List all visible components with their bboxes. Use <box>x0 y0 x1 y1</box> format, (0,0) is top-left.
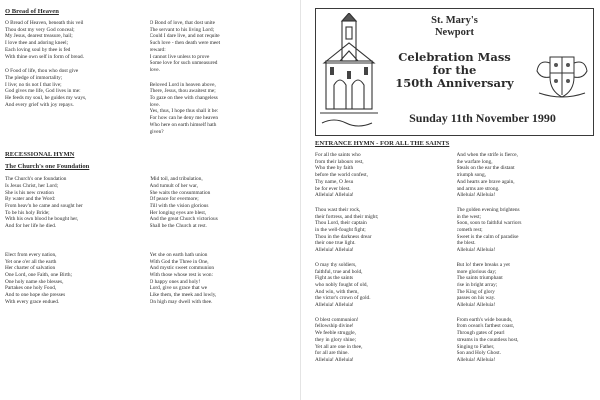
verse-line: And hearts are brave again, <box>456 178 515 185</box>
verse-line: the warfare long, <box>456 158 493 165</box>
verse-line: rise in bright array; <box>456 281 498 288</box>
verse-line: O Bond of love, that dost unite <box>149 20 215 26</box>
verse-line: Of peace for evermore; <box>149 196 199 203</box>
verse-line: O blest communion! <box>315 316 359 323</box>
verse-line: And every grief with joy repays. <box>5 101 74 108</box>
verse-line: With thine own self in form of bread. <box>5 53 84 60</box>
verse-line: For how can he deny me heaven <box>149 115 219 122</box>
verse-line: My Jesus, dearest treasure, hail; <box>5 33 73 40</box>
verse-line: And to one hope she presses <box>5 292 66 299</box>
verse-line: And when the strife is fierce, <box>456 152 518 158</box>
verse-line: before the world confest, <box>315 172 368 179</box>
verse-line: Thou Lord, their captain <box>315 220 367 227</box>
verse-line: The Church's one foundation <box>5 176 67 183</box>
verse-line: To gaze on thee with changeless <box>149 95 218 102</box>
verse-line: The saints triumphant <box>456 275 503 282</box>
verse-line: And tumult of her war, <box>149 182 198 189</box>
verse <box>457 262 595 309</box>
verse <box>315 317 453 364</box>
verse-line: reward: <box>149 46 166 53</box>
verse-line: in the west; <box>456 213 481 220</box>
verse-line: The pledge of immortality; <box>5 74 63 81</box>
verse-line: streams in the countless host, <box>456 336 519 343</box>
verse-line: The King of glory <box>456 288 495 295</box>
verse-line: faithful, true and bold, <box>315 268 363 275</box>
verse-line: With his own blood he bought her, <box>5 216 79 223</box>
verse-line: Alleluia! Alleluia! <box>456 192 496 199</box>
verse-line: from ocean's farthest coast, <box>456 323 515 330</box>
verse-line: And the great Church victorious <box>149 216 218 223</box>
verse-line: Is Jesus Christ, her Lord; <box>5 182 59 189</box>
verse-line: Who here on earth himself hath <box>149 121 217 128</box>
parish-name: St. Mary's <box>431 15 478 26</box>
verse-line: triumph song, <box>456 172 486 179</box>
hymn-title-bread-of-heaven: O Bread of Heaven <box>5 8 59 15</box>
verse-line: And mystic sweet communion <box>149 265 215 272</box>
verse-line: I cannot live unless to prove <box>149 53 210 60</box>
verse-line: O Bread of Heaven, beneath this veil <box>5 20 84 26</box>
hymn-column-1 <box>5 176 146 313</box>
verse <box>457 207 595 254</box>
verse <box>5 68 146 108</box>
hymn-title-churchs-one-foundation: The Church's one Foundation <box>5 163 90 171</box>
verse-line: Partakes one holy Food, <box>5 285 57 292</box>
hymn-column-1 <box>5 20 146 143</box>
verse-line: Singing to Father, <box>456 343 495 350</box>
verse-line: Thou wast their rock, <box>315 206 361 213</box>
verse-line: in the well-fought fight; <box>315 227 366 234</box>
verse-line: With every grace endued. <box>5 298 60 305</box>
verse-line: their fortress, and their might; <box>315 213 379 220</box>
verse <box>457 317 595 364</box>
verse-line: given? <box>149 128 164 135</box>
verse-line: Alleluia! Alleluia! <box>315 247 354 254</box>
verse-line: Each loving soul by thee is fed <box>5 46 71 53</box>
hymn-for-all-the-saints <box>315 152 594 372</box>
verse-line: O happy ones and holy! <box>149 278 201 285</box>
verse-line: Alleluia! Alleluia! <box>456 356 496 363</box>
mass-title-for-the: for the <box>432 63 477 77</box>
verse-line: Fight as the saints <box>315 275 354 282</box>
verse-line: Alleluia! Alleluia! <box>315 356 354 363</box>
verse-line: Such love - then death were meet <box>149 40 221 47</box>
verse-line: He feeds my soul, he guides my ways, <box>5 95 87 102</box>
verse-line: Who thee by faith <box>315 165 354 172</box>
anniversary-title: 150th Anniversary <box>395 76 514 90</box>
verse-line: passes on his way. <box>456 295 496 302</box>
verse-line: From heav'n he came and sought her <box>5 203 83 210</box>
verse-line: Yet she on earth hath union <box>149 251 208 258</box>
verse-line: they in glory shine; <box>315 336 357 343</box>
verse-line: the blest. <box>456 240 476 247</box>
verse-line: Yet all are one in thee, <box>315 343 363 350</box>
verse-line: Elect from every nation, <box>5 251 57 258</box>
verse-line: From earth's wide bounds, <box>456 316 513 323</box>
verse-line: And for her life he died. <box>5 223 57 230</box>
verse-line: fellowship divine! <box>315 323 354 330</box>
verse-line: Her charter of salvation <box>5 265 56 272</box>
verse-line: With those whose rest is won: <box>149 271 213 278</box>
verse-line: We feeble struggle, <box>315 330 356 337</box>
verse <box>5 176 146 230</box>
verse <box>150 252 291 306</box>
verse-line: Steals on the ear the distant <box>456 165 515 172</box>
verse-line: Thy name, O Jesu <box>315 178 354 185</box>
verse-line: Alleluia! Alleluia! <box>315 302 354 309</box>
crest-icon <box>535 53 589 99</box>
verse-line: To be his holy Bride; <box>5 209 50 216</box>
verse-line: On high may dwell with thee. <box>149 298 213 305</box>
verse-line: She is his new creation <box>5 189 54 196</box>
verse-line: But lo! there breaks a yet <box>456 261 510 268</box>
verse-line: Till with the vision glorious <box>149 203 209 210</box>
verse-line: and arms are strong. <box>456 185 500 192</box>
hymn-column-1 <box>315 152 453 372</box>
verse <box>315 262 453 309</box>
verse-line: love. <box>149 101 160 108</box>
hymn-bread-of-heaven <box>5 20 290 143</box>
title-text <box>376 15 533 90</box>
verse-line: Shall be the Church at rest. <box>149 223 207 230</box>
right-page <box>300 0 600 400</box>
verse-line: who nobly fought of old, <box>315 281 368 288</box>
verse-line: Through gates of pearl <box>456 330 505 337</box>
title-block <box>315 8 594 136</box>
verse-line: Soon, soon to faithful warriors <box>456 220 522 227</box>
verse-line: Beloved Lord in heaven above, <box>149 81 216 88</box>
verse-line: love. <box>149 66 160 73</box>
verse-line: Yet one o'er all the earth <box>5 258 57 265</box>
verse-line: And win, with them, <box>315 288 359 295</box>
verse-line: Son and Holy Ghost. <box>456 350 501 357</box>
verse-line: The servant to his living Lord; <box>149 26 215 33</box>
verse <box>150 82 291 136</box>
verse-line: With God the Three in One, <box>149 258 209 265</box>
verse-line: from their labours rest, <box>315 158 364 165</box>
event-date: Sunday 11th November 1990 <box>409 111 556 125</box>
verse-line: For all the saints who <box>315 152 361 158</box>
verse-line: God gives me life, God lives in me: <box>5 88 81 95</box>
verse-line: By water and the Word: <box>5 196 56 203</box>
verse-line: 'Mid toil, and tribulation, <box>149 176 203 183</box>
hymn-title-entrance-hymn: ENTRANCE HYMN - FOR ALL THE SAINTS <box>315 140 450 147</box>
verse <box>5 252 146 306</box>
verse-line: for all are thine. <box>315 350 349 357</box>
verse-line: their one true light. <box>315 240 356 247</box>
verse-line: Yes, thus, I hope thus shall it be: <box>149 108 219 115</box>
verse-line: One Lord, one Faith, one Birth; <box>5 271 72 278</box>
verse-line: cometh rest; <box>456 227 483 234</box>
verse-line: O Food of life, thou who dost give <box>5 68 79 75</box>
verse-line: the victor's crown of gold. <box>315 295 371 302</box>
verse-line: She waits the consummation <box>149 189 211 196</box>
hymn-churchs-one-foundation <box>5 176 290 313</box>
church-drawing-icon <box>320 13 378 133</box>
verse-line: I love thee and adoring kneel; <box>5 40 69 47</box>
verse-line: One holy name she blesses, <box>5 278 64 285</box>
verse-line: Lord, give us grace that we <box>149 285 208 292</box>
hymn-column-2 <box>150 20 291 143</box>
verse <box>457 152 595 199</box>
verse-line: Alleluia! Alleluia! <box>456 247 496 254</box>
verse-line: Some love for such unmeasured <box>149 60 218 67</box>
verse <box>150 176 291 230</box>
verse-line: Her longing eyes are blest, <box>149 209 207 216</box>
verse <box>5 20 146 60</box>
verse-line: There, Jesus, thou awaitest me; <box>149 88 216 95</box>
parish-town: Newport <box>434 27 475 38</box>
verse-line: Alleluia! Alleluia! <box>456 302 496 309</box>
verse <box>150 20 291 74</box>
verse <box>315 207 453 254</box>
recessional-hymn-label: RECESSIONAL HYMN <box>5 151 75 159</box>
verse-line: Thou in the darkness drear <box>315 233 372 240</box>
mass-title: Celebration Mass <box>398 50 511 64</box>
verse-line: more glorious day; <box>456 268 497 275</box>
verse-line: Alleluia! Alleluia! <box>315 192 354 199</box>
verse-line: Thou dost my very God conceal; <box>5 26 75 33</box>
verse-line: Like them, the meek and lowly, <box>149 292 217 299</box>
verse-line: be for ever blest. <box>315 185 351 192</box>
verse <box>315 152 453 199</box>
verse-line: Sweet is the calm of paradise <box>456 233 519 240</box>
hymn-column-2 <box>150 176 291 313</box>
verse-line: I live; no tis not I that live; <box>5 81 62 88</box>
verse-line: Could I dare live, and not requite <box>149 33 220 40</box>
hymn-column-2 <box>457 152 595 372</box>
verse-line: O may thy soldiers, <box>315 261 357 268</box>
verse-line: The golden evening brightens <box>456 206 520 213</box>
